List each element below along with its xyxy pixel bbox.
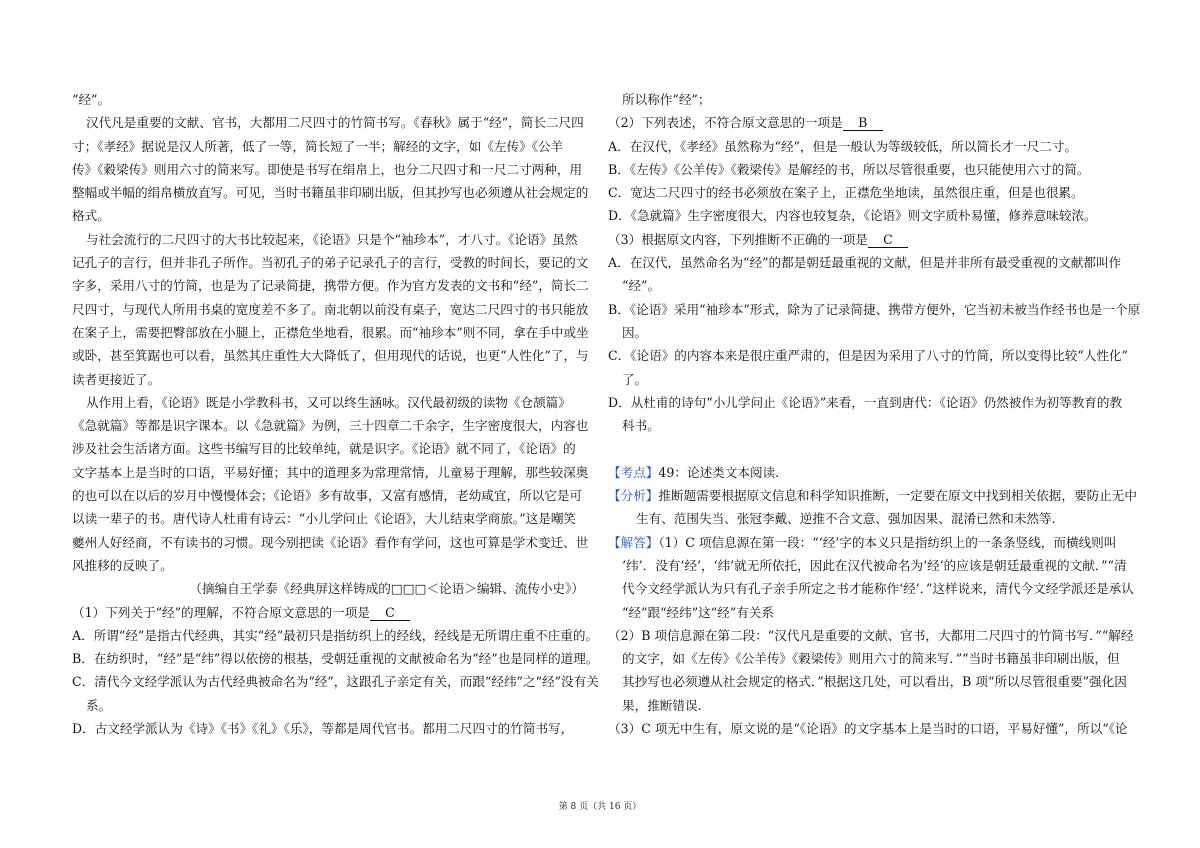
jieda-line: 果，推断错误. <box>622 697 702 713</box>
page-footer: 第 8 页（共 16 页） <box>558 802 642 812</box>
passage-line: 文字基本上是当时的口语，平易好懂；其中的道理多为常理常情，儿童易于理解，那些较深奥 <box>72 464 589 480</box>
jieda-label: 【解答】 <box>608 534 659 550</box>
passage-line: 传》《穀梁传》则用六寸的简来写。即使是书写在绢帛上，也分二尺四寸和一尺二寸两种，用 <box>72 161 583 177</box>
passage-line: 整幅或半幅的绢帛横放直写。可见，当时书籍虽非印刷出版，但其抄写也必须遵从社会规定的 <box>72 185 589 201</box>
option-a: A．在汉代，《孝经》虽然称为“经”，但是一般认为等级较低，所以简长才一尺二寸。 <box>608 138 1078 154</box>
passage-line: 夔州人好经商，不有读书的习惯。现今别把读《论语》看作有学问，这也可算是学术变迁、世 <box>72 534 589 550</box>
passage-line: “经”。 <box>72 92 111 107</box>
passage-line: 的也可以在以后的岁月中慢慢体会；《论语》多有故事，又富有感情，老幼咸宜，所以它是可 <box>72 488 583 504</box>
option-b: B．《论语》采用“袖珍本”形式，除为了记录简捷、携带方便外，它当初未被当作经书也是一个原 <box>608 301 1141 317</box>
jieda-line: 代今文经学派认为只有孔子亲手所定之书才能称作‘经’．”这样说来，清代今文经学派还是承认 <box>622 581 1134 597</box>
fenxi-text: 推断题需要根据原文信息和科学知识推断，一定要在原文中找到相关依据，要防止无中 <box>658 488 1137 504</box>
option-d: D．从杜甫的诗句“小儿学问止《论语》”来看，一直到唐代：《论语》仍然被作为初等教育的教 <box>608 394 1123 410</box>
kaodian-label: 【考点】 <box>608 464 659 480</box>
answer-blank: B <box>843 115 883 131</box>
question-stem-text: （1）下列关于“经”的理解，不符合原文意思的一项是 <box>72 604 370 620</box>
jieda-line: 的文字，如《左传》《公羊传》《穀梁传》则用六寸的简来写．”“当时书籍虽非印刷出版，但 <box>622 651 1120 667</box>
passage-line: 尺四寸，与现代人所用书桌的宽度差不多了。南北朝以前没有桌子，宽达二尺四寸的书只能放 <box>72 301 589 317</box>
kaodian-text: 49：论述类文本阅读. <box>658 464 780 480</box>
jieda-line: （3）C 项无中生有，原文说的是“《论语》的文字基本上是当时的口语，平易好懂”，所以“《论 <box>608 721 1128 737</box>
kaodian-row <box>608 461 1132 484</box>
option-c: C．宽达二尺四寸的经书必须放在案子上，正襟危坐地读，虽然很庄重，但是也很累。 <box>608 185 1084 201</box>
option-c-continued: 系。 <box>86 697 112 713</box>
option-c-continued: 了。 <box>622 371 648 387</box>
question-1-stem <box>72 601 592 624</box>
passage-line: 涉及社会生活诸方面。这些书编写目的比较单纯，就是识字。《论语》就不同了，《论语》的 <box>72 441 576 457</box>
option-a: A．在汉代，虽然命名为“经”的都是朝廷最重视的文献，但是并非所有最受重视的文献都叫作 <box>608 255 1122 271</box>
passage-line: 在案子上，需要把臀部放在小腿上，正襟危坐地看，很累。而“袖珍本”则不同，拿在手中或坐 <box>72 324 589 340</box>
jieda-line: 其抄写也必须遵从社会规定的格式．”根据这几处，可以看出，B 项“所以尽管很重要”强化因 <box>622 674 1127 690</box>
passage-line: 与社会流行的二尺四寸的大书比较起来，《论语》只是个“袖珍本”，才八寸。《论语》虽然 <box>86 231 578 247</box>
option-d-continued: 科书。 <box>622 418 660 434</box>
jieda-text: （1）C 项信息源在第一段：“‘经’字的本义只是指纺织上的一条条竖线，而横线则叫 <box>658 534 1117 550</box>
passage-line: 记孔子的言行，但并非孔子所作。当初孔子的弟子记录孔子的言行，受教的时间长，要记的文 <box>72 255 589 271</box>
passage-line: 以读一辈子的书。唐代诗人杜甫有诗云：“小儿学问止《论语》，大儿结束学商旅。”这是嘲笑 <box>72 511 577 527</box>
fenxi-line: 生有、范围失当、张冠李戴、逆推不合文意、强加因果、混淆已然和未然等. <box>636 511 1056 527</box>
question-3-stem <box>608 228 1132 251</box>
option-d-continued: 所以称作“经”； <box>622 92 711 107</box>
source-citation: （摘编自王学泰《经典屏这样铸成的□□□＜论语＞编辑、流传小史》） <box>189 581 584 597</box>
fenxi-row <box>608 484 1137 507</box>
option-b: B．在纺织时，“经”是“纬”得以依傍的根基，受朝廷重视的文献被命名为“经”也是同样的道理。 <box>72 651 599 667</box>
option-d: D．古文经学派认为《诗》《书》《礼》《乐》，等都是周代官书。都用二尺四寸的竹简书写， <box>72 721 574 737</box>
option-d: D．《急就篇》生字密度很大，内容也较复杂，《论语》则文字质朴易懂，修养意味较浓。 <box>608 208 1097 224</box>
jieda-line: ‘纬’．没有‘经’，‘纬’就无所依托，因此在汉代被命名为‘经’的应该是朝廷最重视的文献．”“清 <box>622 557 1127 573</box>
jieda-row <box>608 531 1132 554</box>
passage-line: 读者更接近了。 <box>72 371 161 387</box>
question-stem-text: （2）下列表述，不符合原文意思的一项是 <box>608 115 843 131</box>
passage-line: 字多，采用八寸的竹简，也是为了记录简捷，携带方便。作为官方发表的文书和“经”，简长二 <box>72 278 589 294</box>
passage-line: 风推移的反映了。 <box>72 557 173 573</box>
passage-line: 格式。 <box>72 208 110 224</box>
jieda-line: “经”跟“经纬”这“经”有关系 <box>622 604 774 620</box>
answer-blank: C <box>370 605 410 621</box>
passage-line: 或卧，甚至箕踞也可以看，虽然其庄重性大大降低了，但用现代的话说，也更“人性化”了，与 <box>72 348 589 364</box>
option-b: B．《左传》《公羊传》《穀梁传》是解经的书，所以尽管很重要，也只能使用六寸的简。 <box>608 161 1090 177</box>
answer-blank: C <box>868 232 908 248</box>
right-column <box>608 88 1141 740</box>
spacer <box>608 437 1132 460</box>
passage-line: 汉代凡是重要的文献、官书，大都用二尺四寸的竹简书写。《春秋》属于“经”，简长二尺四 <box>86 115 584 131</box>
question-stem-text: （3）根据原文内容，下列推断不正确的一项是 <box>608 231 868 247</box>
option-b-continued: 因。 <box>622 324 648 340</box>
fenxi-label: 【分析】 <box>608 488 659 504</box>
option-c: C．《论语》的内容本来是很庄重严肃的，但是因为采用了八寸的竹简，所以变得比较“人性化” <box>608 348 1128 364</box>
passage-line: 寸；《孝经》据说是汉人所著，低了一等，简长短了一半；解经的文字，如《左传》《公羊 <box>72 138 564 154</box>
question-2-stem <box>608 111 1132 134</box>
option-c: C．清代今文经学派认为古代经典被命名为“经”，这跟孔子亲定有关，而跟“经纬”之“经”没有关 <box>72 674 599 690</box>
option-a-continued: “经”。 <box>622 278 661 294</box>
passage-line: 《急就篇》等都是识字课本。以《急就篇》为例，三十四章二千余字，生字密度很大，内容也 <box>72 418 589 434</box>
option-a: A．所谓“经”是指古代经典，其实“经”最初只是指纺织上的经线，经线是无所谓庄重不庄重的。 <box>72 627 599 643</box>
left-column <box>72 88 599 740</box>
jieda-line: （2）B 项信息源在第二段：“汉代凡是重要的文献、官书，大都用二尺四寸的竹简书写．”“解经 <box>608 627 1134 643</box>
passage-line: 从作用上看，《论语》既是小学教科书，又可以终生涵咏。汉代最初级的读物《仓颉篇》 <box>86 394 571 410</box>
